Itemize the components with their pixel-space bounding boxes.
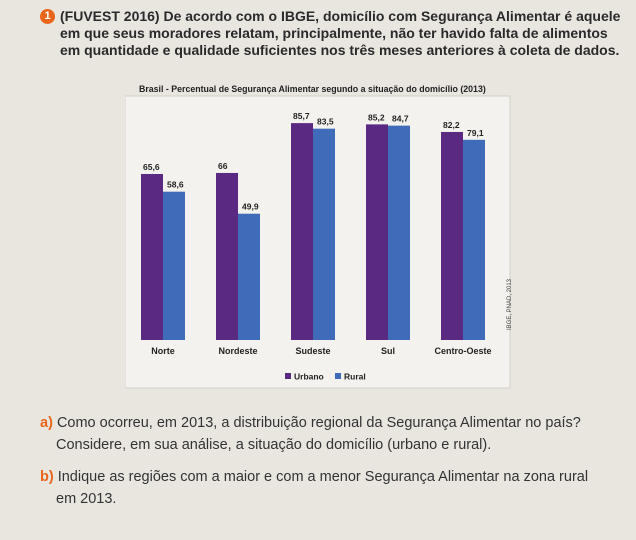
bar-norte-urbano [141, 174, 163, 340]
bar-centro-oeste-rural [463, 140, 485, 340]
data-label-nordeste-urbano: 66 [218, 160, 228, 171]
bar-centro-oeste-urbano [441, 132, 463, 340]
answer-b-line1: Indique as regiões com a maior e com a menor Segurança Alimentar na zona rural [57, 469, 589, 485]
bar-nordeste-rural [238, 214, 260, 340]
chart-svg [125, 80, 520, 390]
data-label-centro-oeste-rural: 79,1 [467, 127, 484, 138]
bar-chart [125, 80, 520, 390]
answer-a-letter: a) [40, 415, 53, 431]
legend-label-urbano: Urbano [294, 371, 324, 382]
legend-label-rural: Rural [344, 371, 366, 382]
data-label-sul-urbano: 85,2 [368, 112, 385, 123]
category-label-sudeste: Sudeste [295, 346, 331, 356]
answer-b [40, 466, 620, 488]
category-label-nordeste: Nordeste [218, 346, 258, 356]
data-label-nordeste-rural: 49,9 [242, 201, 259, 212]
question-line-1 [40, 8, 621, 25]
answer-b-letter: b) [40, 469, 54, 485]
bar-sudeste-rural [313, 129, 335, 340]
bar-sul-rural [388, 126, 410, 340]
question-number: 1 [40, 9, 55, 24]
answer-a [40, 412, 620, 434]
chart-title: Brasil - Percentual de Segurança Alimentar segundo a situação do domicílio (2013) [139, 84, 486, 94]
chart-source: IBGE, PNAD, 2013 [507, 278, 513, 330]
legend-swatch-rural [335, 373, 341, 379]
data-label-norte-rural: 58,6 [167, 179, 184, 190]
answer-b-line2: em 2013. [56, 491, 117, 507]
question-line-2: em que seus moradores relatam, principalmente, não ter havido falta de alimentos [60, 25, 608, 41]
question-source: (FUVEST 2016) [60, 8, 160, 24]
data-label-norte-urbano: 65,6 [143, 161, 160, 172]
answer-a-line2: Considere, em sua análise, a situação do domicílio (urbano e rural). [56, 437, 492, 453]
question-header [40, 8, 621, 59]
bar-norte-rural [163, 192, 185, 340]
data-label-sudeste-rural: 83,5 [317, 116, 334, 127]
bar-sul-urbano [366, 124, 388, 340]
data-label-sudeste-urbano: 85,7 [293, 111, 310, 122]
category-label-sul: Sul [380, 346, 396, 356]
answers [40, 412, 620, 510]
category-label-norte: Norte [151, 346, 175, 356]
legend-swatch-urbano [285, 373, 291, 379]
bar-sudeste-urbano [291, 123, 313, 340]
category-label-centro-oeste: Centro-Oeste [434, 346, 492, 356]
answer-a-line1: Como ocorreu, em 2013, a distribuição regional da Segurança Alimentar no país? [56, 415, 581, 431]
data-label-centro-oeste-urbano: 82,2 [443, 119, 460, 130]
data-label-sul-rural: 84,7 [392, 113, 409, 124]
question-line-3: em quantidade e qualidade suficientes nos três meses anteriores à coleta de dados. [60, 42, 620, 58]
question-text-1: De acordo com o IBGE, domicílio com Segurança Alimentar é aquele [163, 8, 621, 24]
bar-nordeste-urbano [216, 173, 238, 340]
